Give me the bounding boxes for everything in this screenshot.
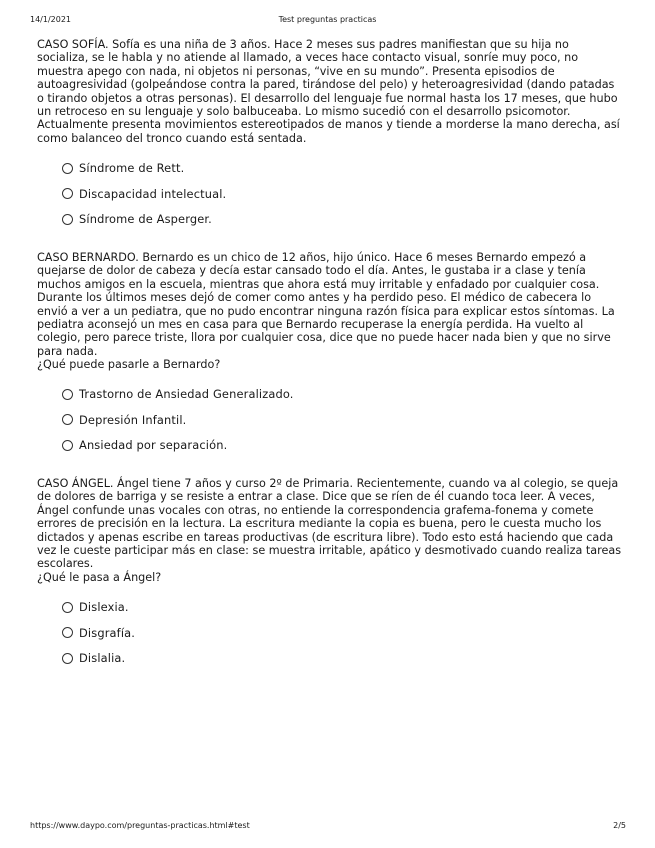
- case-bernardo-options: [62, 386, 562, 463]
- answer-option[interactable]: [62, 650, 562, 666]
- header-date: 14/1/2021: [30, 15, 72, 24]
- option-label: Depresión Infantil.: [79, 412, 187, 427]
- radio-button-icon[interactable]: [62, 627, 73, 638]
- footer-url: https://www.daypo.com/preguntas-practicas.html#test: [30, 821, 250, 830]
- case-question: ¿Qué le pasa a Ángel?: [37, 570, 162, 584]
- case-sofia-options: [62, 160, 562, 237]
- case-question: ¿Qué puede pasarle a Bernardo?: [37, 358, 221, 372]
- answer-option[interactable]: [62, 386, 562, 402]
- header-title: Test preguntas practicas: [278, 15, 377, 24]
- radio-button-icon[interactable]: [62, 440, 73, 451]
- answer-option[interactable]: [62, 412, 562, 428]
- radio-button-icon[interactable]: [62, 188, 73, 199]
- answer-option[interactable]: [62, 599, 562, 615]
- radio-button-icon[interactable]: [62, 214, 73, 225]
- case-bernardo: [37, 251, 622, 372]
- case-sofia: [37, 38, 622, 145]
- option-label: Disgrafía.: [79, 625, 136, 640]
- radio-button-icon[interactable]: [62, 602, 73, 613]
- case-text: CASO ÁNGEL. Ángel tiene 7 años y curso 2º de Primaria. Recientemente, cuando va al colegio, se queja de dolores de barriga y se resiste a entrar a clase. Dice que se ríen de él cuando toca leer. A veces, Ángel confunde unas vocales con otras, no entiende la correspondencia grafema-fonema y comete errores de precisión en la lectura. La escritura mediante la copia es buena, pero le cuesta mucho los dictados y apenas escribe en tareas productivas (de escritura libre). Todo esto está haciendo que cada vez le cueste participar más en clase: se muestra irritable, apático y desmotivado cuando realiza tareas escolares.: [37, 477, 622, 571]
- case-text: CASO BERNARDO. Bernardo es un chico de 12 años, hijo único. Hace 6 meses Bernardo empezó a quejarse de dolor de cabeza y decía estar cansado todo el día. Antes, le gustaba ir a clase y tenía muchos amigos en la escuela, mientras que ahora está muy irritable y enfadado por cualquier cosa. Durante los últimos meses dejó de comer como antes y ha perdido peso. El médico de cabecera lo envió a ver a un pediatra, que no pudo encontrar ninguna razón física para explicar estos síntomas. La pediatra aconsejó un mes en casa para que Bernardo recuperase la energía perdida. Ha vuelto al colegio, pero parece triste, llora por cualquier cosa, dice que no puede hacer nada bien y que no sirve para nada.: [37, 251, 615, 358]
- answer-option[interactable]: [62, 625, 562, 641]
- answer-option[interactable]: [62, 211, 562, 227]
- option-label: Síndrome de Rett.: [79, 161, 185, 175]
- radio-button-icon[interactable]: [62, 389, 73, 400]
- radio-button-icon[interactable]: [62, 653, 73, 664]
- option-label: Trastorno de Ansiedad Generalizado.: [79, 387, 294, 401]
- radio-button-icon[interactable]: [62, 163, 73, 174]
- option-label: Síndrome de Asperger.: [79, 212, 212, 227]
- option-label: Ansiedad por separación.: [79, 438, 228, 453]
- page-number: 2/5: [613, 821, 626, 830]
- answer-option[interactable]: [62, 186, 562, 202]
- option-label: Dislalia.: [79, 651, 126, 666]
- case-text: CASO SOFÍA. Sofía es una niña de 3 años. Hace 2 meses sus padres manifiestan que su hija no socializa, se le habla y no atiende al llamado, a veces hace contacto visual, sonríe muy poco, no muestra apego con nada, ni objetos ni personas, “vive en su mundo”. Presenta episodios de autoagresividad (golpeándose contra la pared, tirándose del pelo) y heteroagresividad (dando patadas o tirando objetos a otras personas). El desarrollo del lenguaje fue normal hasta los 17 meses, que hubo un retroceso en su lenguaje y solo balbuceaba. Lo mismo sucedió con el desarrollo psicomotor. Actualmente presenta movimientos estereotipados de manos y tiende a morderse la mano derecha, así como balanceo del tronco cuando está sentada.: [37, 38, 620, 145]
- answer-option[interactable]: [62, 160, 562, 176]
- option-label: Dislexia.: [79, 600, 129, 614]
- answer-option[interactable]: [62, 437, 562, 453]
- option-label: Discapacidad intelectual.: [79, 186, 227, 201]
- case-angel: [37, 477, 622, 584]
- radio-button-icon[interactable]: [62, 414, 73, 425]
- case-angel-options: [62, 599, 562, 676]
